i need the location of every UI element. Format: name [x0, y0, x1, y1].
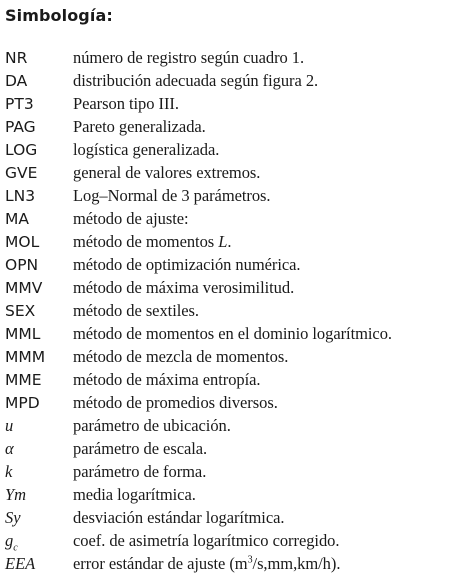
symbol-desc: parámetro de ubicación. — [73, 416, 231, 435]
symbol-row-ln3 — [5, 184, 445, 207]
symbol-row-pag — [5, 115, 445, 138]
symbol-desc: método de mezcla de momentos. — [73, 347, 289, 366]
symbol-row-eea — [5, 552, 445, 575]
symbol-row-mml — [5, 322, 445, 345]
symbol-abbr: LN3 — [5, 187, 36, 205]
symbol-row-mol — [5, 230, 445, 253]
symbol-abbr: α — [5, 439, 14, 458]
symbol-row-log — [5, 138, 445, 161]
symbol-row-sex — [5, 299, 445, 322]
symbol-desc: método de ajuste: — [73, 209, 189, 228]
symbology-section — [5, 6, 445, 575]
symbol-row-pt3 — [5, 92, 445, 115]
symbol-abbr: OPN — [5, 256, 39, 274]
symbol-desc: parámetro de forma. — [73, 462, 207, 481]
symbol-desc: Pareto generalizada. — [73, 117, 206, 136]
symbol-desc: método de máxima entropía. — [73, 370, 261, 389]
symbol-desc: Log–Normal de 3 parámetros. — [73, 186, 271, 205]
symbol-desc: método de momentos — [73, 232, 215, 251]
symbol-desc: método de optimización numérica. — [73, 255, 301, 274]
symbol-desc-superscript: 3 — [247, 554, 253, 566]
symbol-abbr: MMM — [5, 348, 46, 366]
symbol-row-mpd — [5, 391, 445, 414]
symbol-desc: método de máxima verosimilitud. — [73, 278, 295, 297]
symbol-abbr: MME — [5, 371, 42, 389]
symbol-desc: método de promedios diversos. — [73, 393, 278, 412]
symbol-abbr: k — [5, 462, 13, 481]
symbology-heading: Simbología: — [5, 6, 113, 25]
symbol-abbr: g — [5, 531, 14, 550]
symbol-row-u — [5, 414, 445, 437]
symbol-row-nr — [5, 46, 445, 69]
symbol-abbr: PAG — [5, 118, 36, 136]
symbol-abbr-subscript: c — [13, 542, 18, 554]
symbol-desc: desviación estándar logarítmica. — [73, 508, 285, 527]
symbol-abbr: PT3 — [5, 95, 34, 113]
symbol-row-gc — [5, 529, 445, 552]
symbol-abbr: MPD — [5, 394, 40, 412]
symbol-abbr: Sy — [5, 508, 21, 527]
symbol-desc: método de sextiles. — [73, 301, 199, 320]
symbol-desc: número de registro según cuadro 1. — [73, 48, 305, 67]
symbol-abbr: GVE — [5, 164, 38, 182]
symbol-row-gve — [5, 161, 445, 184]
symbol-row-ym — [5, 483, 445, 506]
symbol-desc: coef. de asimetría logarítmico corregido. — [73, 531, 340, 550]
symbol-desc-group — [73, 552, 445, 575]
symbol-desc: media logarítmica. — [73, 485, 196, 504]
symbol-abbr: MML — [5, 325, 41, 343]
symbol-abbr: EEA — [5, 554, 36, 573]
symbol-abbr: MOL — [5, 233, 40, 251]
symbol-desc-tail: . — [227, 232, 232, 251]
symbol-abbr: u — [5, 416, 14, 435]
symbol-desc: Pearson tipo III. — [73, 94, 179, 113]
symbol-desc: error estándar de ajuste (m — [73, 554, 248, 573]
symbol-abbr-group — [5, 529, 73, 552]
symbol-row-mme — [5, 368, 445, 391]
symbol-abbr: SEX — [5, 302, 36, 320]
symbol-desc: general de valores extremos. — [73, 163, 261, 182]
symbol-abbr: LOG — [5, 141, 38, 159]
symbol-list — [5, 46, 445, 575]
symbol-row-da — [5, 69, 445, 92]
symbol-desc: parámetro de escala. — [73, 439, 208, 458]
symbol-row-opn — [5, 253, 445, 276]
symbol-desc-group — [73, 230, 445, 253]
symbol-desc: método de momentos en el dominio logarítmico. — [73, 324, 392, 343]
symbol-row-k — [5, 460, 445, 483]
symbol-row-sy — [5, 506, 445, 529]
symbol-row-mmm — [5, 345, 445, 368]
symbol-row-alpha — [5, 437, 445, 460]
symbol-abbr: DA — [5, 72, 28, 90]
symbol-row-ma — [5, 207, 445, 230]
symbol-desc: distribución adecuada según figura 2. — [73, 71, 319, 90]
symbol-desc-italic: L — [218, 232, 228, 251]
symbol-abbr: Ym — [5, 485, 27, 504]
symbol-desc-tail: /s,mm,km/h). — [252, 554, 341, 573]
symbol-abbr: MA — [5, 210, 29, 228]
symbol-abbr: NR — [5, 49, 28, 67]
symbol-desc: logística generalizada. — [73, 140, 220, 159]
symbol-abbr: MMV — [5, 279, 43, 297]
symbol-row-mmv — [5, 276, 445, 299]
